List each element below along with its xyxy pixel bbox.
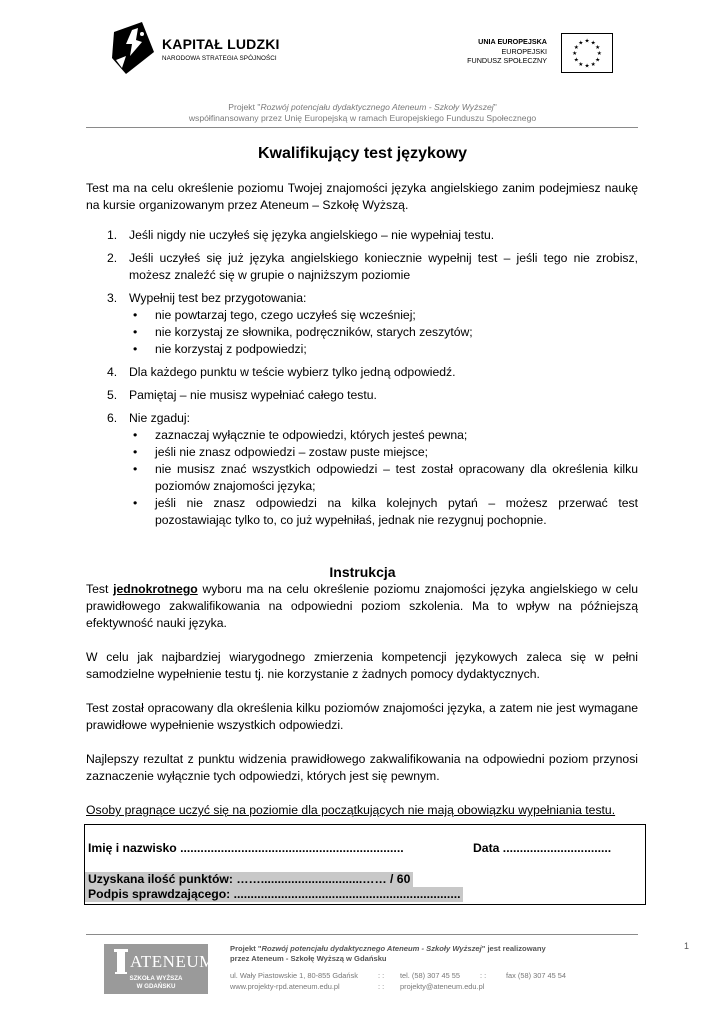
bullet-icon: • [133, 342, 138, 356]
rule-item [86, 250, 638, 284]
rule-item [86, 290, 638, 358]
footer-project-info [230, 944, 546, 964]
bullet-text: nie korzystaj ze słownika, podręczników, starych zeszytów; [155, 325, 473, 339]
eu-star-icon: ★ [584, 38, 590, 45]
instructions-body [86, 581, 638, 836]
eu-star-icon: ★ [578, 40, 584, 47]
footer-project-line [230, 944, 546, 954]
eu-star-icon: ★ [573, 57, 579, 64]
bullet-text: nie musisz znać wszystkich odpowiedzi – test został opracowany dla określenia kilku poziomów znajomości języka; [155, 462, 638, 493]
eu-line-1: UNIA EUROPEJSKA [478, 37, 547, 46]
bullet-icon: • [133, 325, 138, 339]
footer-project-line-2: przez Ateneum - Szkołę Wyższą w Gdańsku [230, 954, 387, 963]
bullet-item [129, 324, 638, 341]
eu-star-icon: ★ [578, 61, 584, 68]
rule-bullets [129, 307, 638, 358]
instructions-paragraph: Najlepszy rezultat z punktu widzenia prawidłowego zakwalifikowania na odpowiedni poziom przynosi zaznaczenie wyłącznie tych odpowiedzi, których jest się pewnym. [86, 752, 638, 783]
footer-divider [86, 934, 638, 935]
points-field[interactable]: Uzyskana ilość punktów: ……..............................…… / 60 [85, 872, 413, 887]
project-suffix: " [493, 102, 497, 112]
rule-number: 4. [107, 365, 118, 379]
rule-item [86, 227, 638, 244]
cofinance-line: współfinansowany przez Unię Europejską w ramach Europejskiego Funduszu Społecznego [188, 113, 537, 123]
bullet-item [129, 341, 638, 358]
bullet-item [129, 444, 638, 461]
bullet-item [129, 427, 638, 444]
bullet-text: nie powtarzaj tego, czego uczyłeś się wcześniej; [155, 308, 416, 322]
header-divider [86, 127, 638, 128]
footer-fax: fax (58) 307 45 54 [506, 971, 566, 980]
page-title: Kwalifikujący test językowy [258, 145, 467, 162]
footer-proj-name: Rozwój potencjału dydaktycznego Ateneum - Szkoły Wyższej [261, 944, 482, 953]
rule-text: Wypełnij test bez przygotowania: [129, 291, 307, 305]
eu-star-icon: ★ [595, 57, 601, 64]
eu-line-3: FUNDUSZ SPOŁECZNY [467, 56, 547, 65]
kapital-ludzki-emblem-icon [112, 22, 156, 76]
date-field[interactable]: Data ................................ [473, 841, 612, 855]
page-number: 1 [684, 941, 690, 951]
rule-item [86, 410, 638, 529]
footer-proj-prefix: Projekt " [230, 944, 262, 953]
rule-text: Jeśli uczyłeś się już języka angielskiego koniecznie wypełnij test – jeśli tego nie zrobisz, możesz znaleźć się w grupie o najniższym poziomie [129, 251, 638, 282]
ateneum-city: W GDAŃSKU [136, 983, 176, 990]
rule-item [86, 387, 638, 404]
instructions-paragraph: W celu jak najbardziej wiarygodnego zmierzenia kompetencji językowych zaleca się w pełni samodzielne wypełnienie testu tj. nie korzystanie z żadnych pomocy dydaktycznych. [86, 650, 638, 681]
ateneum-logo [104, 944, 215, 994]
bullet-item [129, 307, 638, 324]
eu-logo [455, 33, 615, 78]
rule-text: Dla każdego punktu w teście wybierz tylko jedną odpowiedź. [129, 365, 456, 379]
footer-address: ul. Wały Piastowskie 1, 80-855 Gdańsk [230, 971, 358, 980]
instr-emphasis: jednokrotnego [113, 582, 198, 596]
footer-website-link[interactable]: www.projekty-rpd.ateneum.edu.pl [230, 981, 340, 991]
bullet-text: jeśli nie znasz odpowiedzi – zostaw puste miejsce; [155, 445, 428, 459]
footer-phone: tel. (58) 307 45 55 [400, 971, 460, 980]
bullet-icon: • [133, 462, 138, 476]
project-line [0, 102, 725, 112]
eu-star-icon: ★ [584, 63, 590, 70]
rule-number: 2. [107, 251, 118, 265]
rules-list [86, 227, 638, 535]
separator-text: : : [378, 981, 385, 991]
bullet-icon: • [133, 496, 138, 510]
project-name: Rozwój potencjału dydaktycznego Ateneum - Szkoły Wyższej [260, 102, 494, 112]
bullet-icon: • [133, 445, 138, 459]
rule-number: 3. [107, 291, 118, 305]
bullet-text: zaznaczaj wyłącznie te odpowiedzi, których jesteś pewna; [155, 428, 468, 442]
eu-star-icon: ★ [595, 44, 601, 51]
project-prefix: Projekt " [228, 102, 261, 112]
signature-field[interactable]: Podpis sprawdzającego: ................................................................... [85, 887, 463, 902]
eu-star-icon: ★ [590, 40, 596, 47]
kapital-ludzki-logo [112, 22, 292, 78]
kapital-ludzki-subtitle: NARODOWA STRATEGIA SPÓJNOŚCI [162, 55, 277, 62]
separator-text: : : [480, 971, 487, 980]
footer-contact-block [400, 971, 487, 992]
instructions-paragraph [86, 581, 638, 632]
rule-text: Jeśli nigdy nie uczyłeś się języka angielskiego – nie wypełniaj testu. [129, 228, 495, 242]
intro-paragraph: Test ma na celu określenie poziomu Twojej znajomości języka angielskiego zanim podejmiesz naukę na kursie organizowanym przez Ateneum – Szkołę Wyższą. [86, 181, 638, 212]
instructions-paragraph: Test został opracowany dla określenia kilku poziomów znajomości języka, a zatem nie jest wymagane prawidłowe wypełnienie wszystkich odpowiedzi. [86, 701, 638, 732]
bullet-text: nie korzystaj z podpowiedzi; [155, 342, 307, 356]
eu-line-2: EUROPEJSKI [501, 46, 547, 56]
eu-star-icon: ★ [572, 51, 578, 58]
eu-logo-text [467, 37, 547, 66]
footer-address-block [230, 971, 358, 992]
rule-bullets [129, 427, 638, 529]
rule-text: Pamiętaj – nie musisz wypełniać całego testu. [129, 388, 377, 402]
ateneum-subtitle: SZKOŁA WYŻSZA [129, 975, 183, 982]
bullet-item [129, 495, 638, 529]
ateneum-name: ATENEUM [130, 952, 215, 971]
bullet-icon: • [133, 308, 138, 322]
instr-text: wyboru ma na celu określenie poziomu znajomości języka angielskiego w celu prawidłowego zakwalifikowania na odpowiedni poziom szkolenia. Ma to wpływ na późniejszą efektywność nauki języka. [86, 582, 638, 630]
eu-flag-icon [561, 33, 613, 73]
footer-email-link[interactable]: projekty@ateneum.edu.pl [400, 981, 485, 991]
eu-star-icon: ★ [596, 51, 602, 58]
rule-number: 1. [107, 228, 118, 242]
rule-number: 5. [107, 388, 118, 402]
footer-separator [480, 971, 486, 982]
beginners-note: Osoby pragnące uczyć się na poziomie dla początkujących nie mają obowiązku wypełniania testu. [86, 803, 616, 817]
rule-text: Nie zgaduj: [129, 411, 190, 425]
bullet-text: jeśli nie znasz odpowiedzi na kilka kolejnych pytań – możesz przerwać test pozostawiając tylko to, co już wypełniłaś, jednak nie rezygnuj pochopnie. [155, 496, 638, 527]
footer-separator [378, 971, 384, 992]
instructions-title: Instrukcja [329, 564, 396, 580]
rule-number: 6. [107, 411, 118, 425]
bullet-item [129, 461, 638, 495]
name-field[interactable]: Imię i nazwisko .................................................................. [88, 841, 404, 855]
footer-proj-suffix: " jest realizowany [481, 944, 546, 953]
instr-text: Test [86, 582, 114, 596]
footer-fax-block [506, 971, 566, 982]
kapital-ludzki-title: KAPITAŁ LUDZKI [162, 36, 280, 52]
separator-text: : : [378, 971, 385, 980]
eu-star-icon: ★ [573, 44, 579, 51]
eu-star-icon: ★ [590, 61, 596, 68]
test-result-form [84, 824, 646, 905]
bullet-icon: • [133, 428, 138, 442]
rule-item [86, 364, 638, 381]
